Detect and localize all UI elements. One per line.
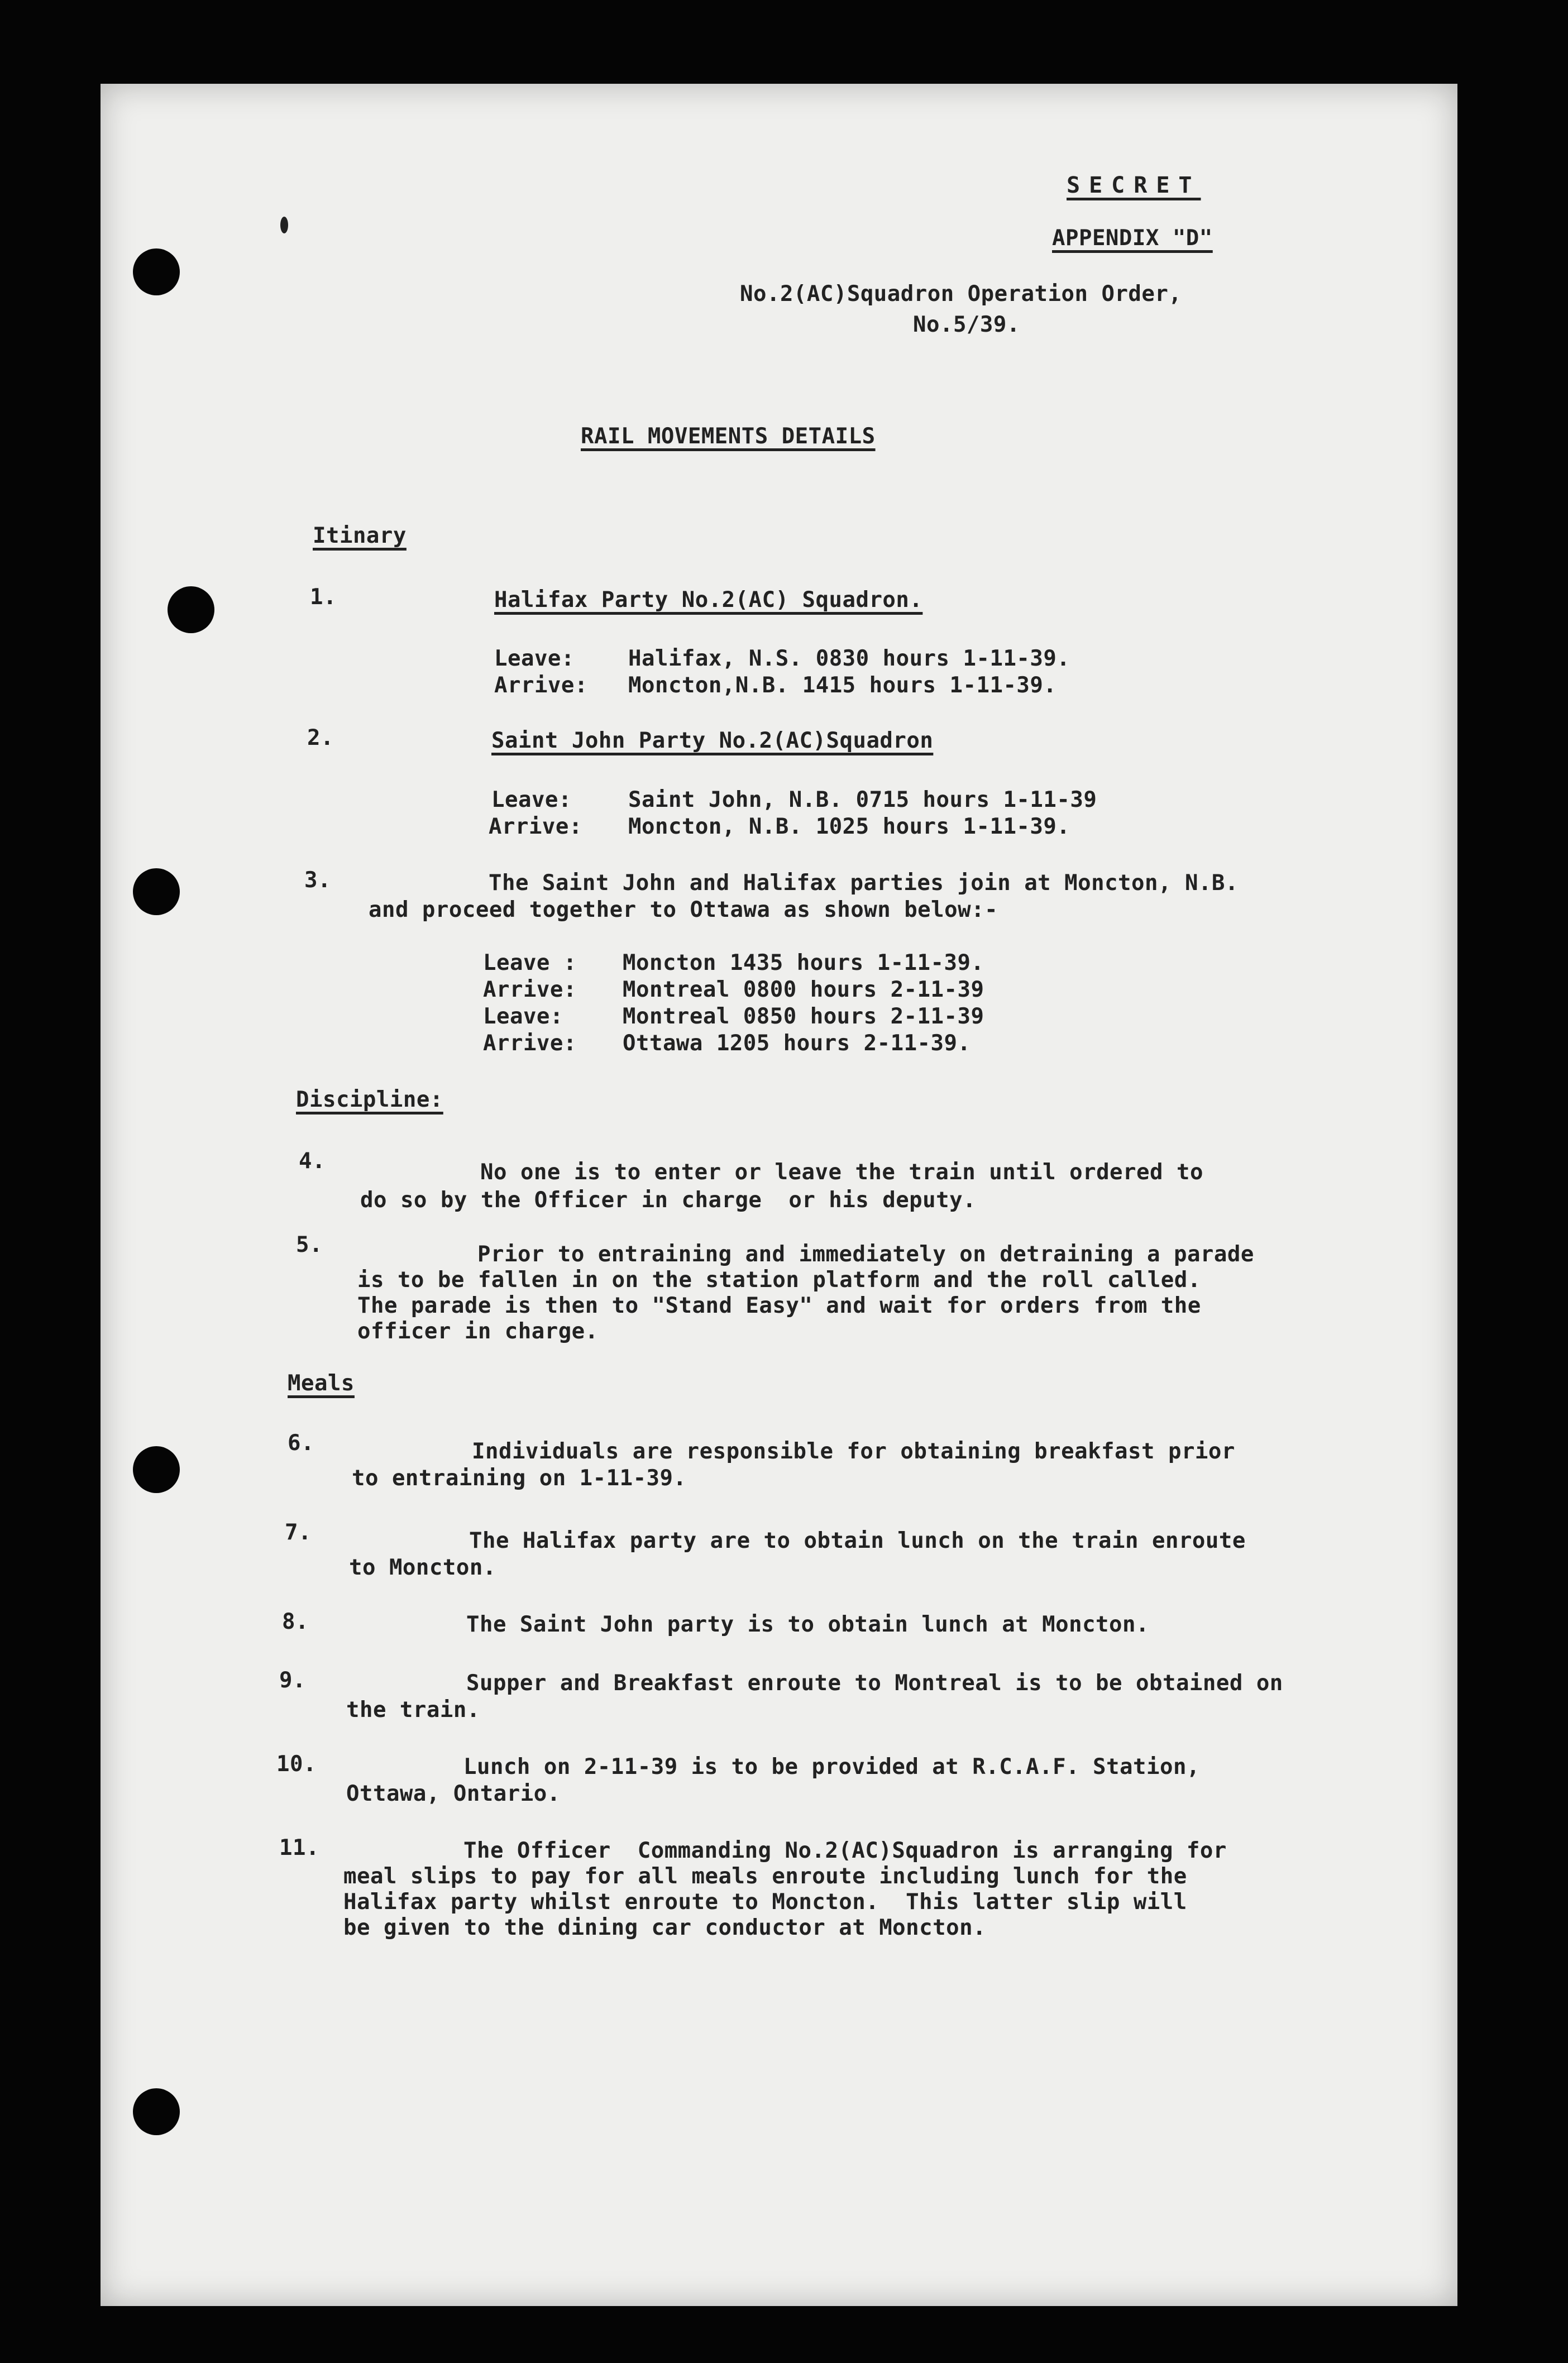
paragraph-line: Supper and Breakfast enroute to Montreal is to be obtained on <box>466 1671 1283 1696</box>
item-number: 10. <box>276 1752 317 1777</box>
section-heading-itinary: Itinary <box>313 523 407 548</box>
itinerary-label: Arrive: <box>483 977 577 1002</box>
paragraph-line: The Saint John and Halifax parties join at Moncton, N.B. <box>489 870 1239 896</box>
binder-hole-1 <box>133 248 180 295</box>
itinerary-value: Saint John, N.B. 0715 hours 1-11-39 <box>628 787 1097 812</box>
itinerary-value: Moncton 1435 hours 1-11-39. <box>623 950 984 975</box>
item-number: 4. <box>299 1149 326 1174</box>
item-number: 3. <box>304 868 331 893</box>
paragraph-line: The Saint John party is to obtain lunch at Moncton. <box>466 1612 1149 1637</box>
paragraph-line: Individuals are responsible for obtaining breakfast prior <box>472 1439 1235 1464</box>
document-title: RAIL MOVEMENTS DETAILS <box>581 424 876 449</box>
item-number: 7. <box>285 1520 312 1545</box>
item-heading: Halifax Party No.2(AC) Squadron. <box>494 587 923 613</box>
paragraph-line: be given to the dining car conductor at Moncton. <box>343 1915 987 1940</box>
paragraph-line: and proceed together to Ottawa as shown below:- <box>369 897 998 922</box>
paragraph-line: meal slips to pay for all meals enroute including lunch for the <box>343 1864 1187 1889</box>
order-reference-line-1: No.2(AC)Squadron Operation Order, <box>740 281 1182 307</box>
paragraph-line: the train. <box>346 1697 480 1723</box>
binder-hole-4 <box>133 1446 180 1493</box>
itinerary-label: Leave : <box>483 950 577 975</box>
document-page <box>101 84 1457 2306</box>
section-heading-discipline: Discipline: <box>296 1087 443 1112</box>
itinerary-value: Ottawa 1205 hours 2-11-39. <box>623 1031 971 1056</box>
itinerary-value: Montreal 0800 hours 2-11-39 <box>623 977 984 1002</box>
paragraph-line: Lunch on 2-11-39 is to be provided at R.C.A.F. Station, <box>463 1754 1200 1780</box>
paragraph-line: Prior to entraining and immediately on detraining a parade <box>477 1242 1254 1267</box>
item-number: 8. <box>282 1609 309 1634</box>
item-number: 2. <box>307 725 334 750</box>
itinerary-label: Arrive: <box>483 1031 577 1056</box>
ink-speck <box>280 217 288 233</box>
binder-hole-3 <box>133 868 180 915</box>
appendix-label: APPENDIX "D" <box>1052 226 1213 251</box>
itinerary-label: Arrive: <box>494 673 588 698</box>
paragraph-line: The parade is then to "Stand Easy" and wait for orders from the <box>357 1293 1201 1318</box>
paragraph-line: is to be fallen in on the station platform and the roll called. <box>357 1267 1201 1293</box>
item-heading: Saint John Party No.2(AC)Squadron <box>491 728 934 753</box>
itinerary-label: Leave: <box>491 787 572 812</box>
paragraph-line: The Officer Commanding No.2(AC)Squadron is arranging for <box>463 1838 1227 1863</box>
paragraph-line: to entraining on 1-11-39. <box>352 1466 687 1491</box>
paragraph-line: Ottawa, Ontario. <box>346 1781 561 1806</box>
paragraph-line: to Moncton. <box>349 1555 496 1580</box>
paragraph-line: The Halifax party are to obtain lunch on the train enroute <box>469 1528 1246 1553</box>
paragraph-line: do so by the Officer in charge or his deputy. <box>360 1188 977 1213</box>
item-number: 1. <box>310 585 337 610</box>
item-number: 9. <box>279 1668 306 1693</box>
itinerary-value: Montreal 0850 hours 2-11-39 <box>623 1004 984 1029</box>
itinerary-value: Moncton, N.B. 1025 hours 1-11-39. <box>628 814 1070 839</box>
paragraph-line: No one is to enter or leave the train until ordered to <box>480 1160 1203 1185</box>
paragraph-line: Halifax party whilst enroute to Moncton. This latter slip will <box>343 1890 1187 1915</box>
itinerary-value: Moncton,N.B. 1415 hours 1-11-39. <box>628 673 1057 698</box>
paragraph-line: officer in charge. <box>357 1319 599 1344</box>
binder-hole-5 <box>133 2088 180 2135</box>
itinerary-label: Arrive: <box>489 814 582 839</box>
item-number: 5. <box>296 1232 323 1257</box>
order-reference-line-2: No.5/39. <box>913 312 1020 337</box>
classification-marking: SECRET <box>1067 173 1201 198</box>
itinerary-label: Leave: <box>483 1004 563 1029</box>
item-number: 6. <box>288 1431 314 1456</box>
itinerary-label: Leave: <box>494 646 575 671</box>
binder-hole-2 <box>168 586 214 633</box>
itinerary-value: Halifax, N.S. 0830 hours 1-11-39. <box>628 646 1070 671</box>
item-number: 11. <box>279 1835 319 1860</box>
section-heading-meals: Meals <box>288 1371 355 1396</box>
